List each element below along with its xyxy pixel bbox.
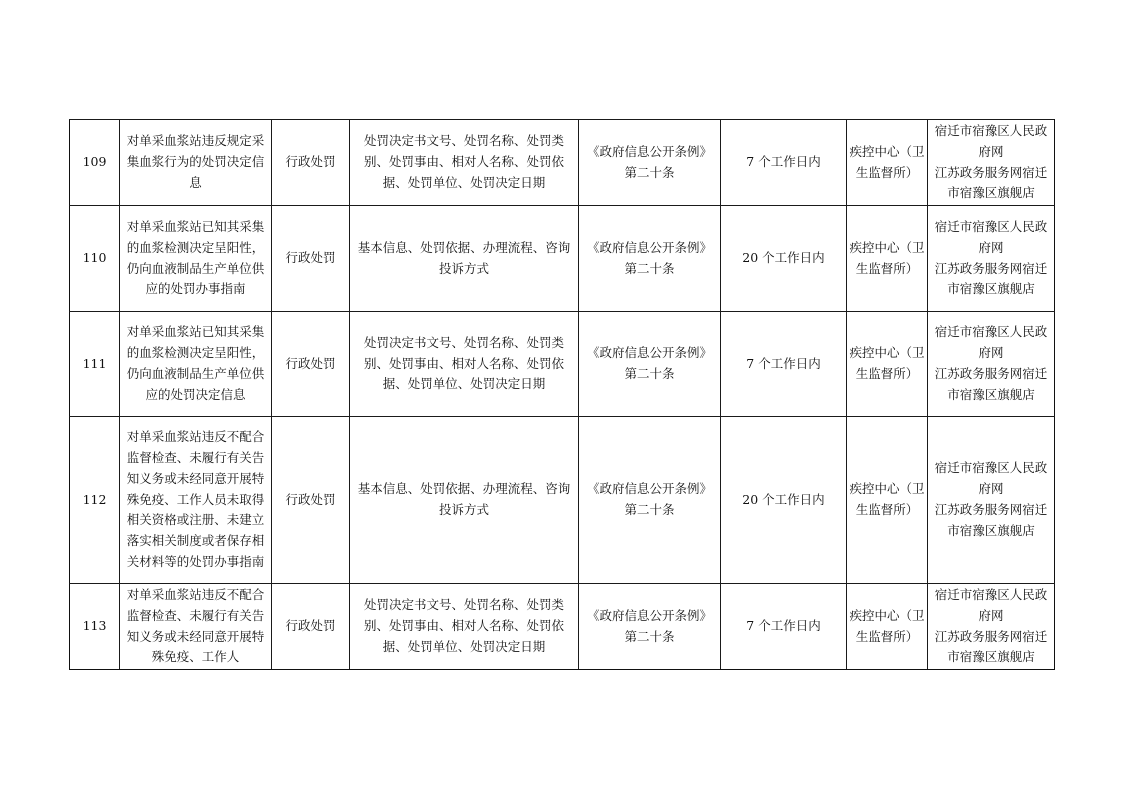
- channel-service-portal: 江苏政务服务网宿迁市宿豫区旗舰店: [934, 628, 1048, 665]
- table-row: [70, 206, 1055, 312]
- time-limit: 20 个工作日内: [721, 417, 847, 584]
- legal-basis: 《政府信息公开条例》第二十条: [579, 417, 721, 584]
- disclosure-channel: [928, 120, 1055, 206]
- channel-government-site: 宿迁市宿豫区人民政府网: [934, 122, 1048, 159]
- disclosure-channel: [928, 206, 1055, 312]
- disclosure-content: 基本信息、处罚依据、办理流程、咨询投诉方式: [350, 417, 579, 584]
- table-row: [70, 120, 1055, 206]
- channel-service-portal: 江苏政务服务网宿迁市宿豫区旗舰店: [934, 502, 1048, 538]
- row-number: 111: [70, 312, 120, 417]
- disclosure-channel: [928, 417, 1055, 584]
- row-number: 113: [70, 584, 120, 670]
- channel-service-portal: 江苏政务服务网宿迁市宿豫区旗舰店: [934, 260, 1048, 297]
- time-limit: 7 个工作日内: [721, 584, 847, 670]
- channel-service-portal: 江苏政务服务网宿迁市宿豫区旗舰店: [934, 164, 1048, 201]
- row-number: 112: [70, 417, 120, 584]
- disclosure-item: 对单采血浆站违反规定采集血浆行为的处罚决定信息: [120, 120, 272, 206]
- channel-service-portal: 江苏政务服务网宿迁市宿豫区旗舰店: [934, 366, 1048, 402]
- table-row: [70, 584, 1055, 670]
- responsible-department: 疾控中心（卫生监督所）: [847, 312, 928, 417]
- disclosure-category: 行政处罚: [272, 312, 350, 417]
- channel-government-site: 宿迁市宿豫区人民政府网: [934, 218, 1048, 255]
- disclosure-content: 处罚决定书文号、处罚名称、处罚类别、处罚事由、相对人名称、处罚依据、处罚单位、处罚决定日期: [350, 120, 579, 206]
- disclosure-channel: [928, 312, 1055, 417]
- disclosure-table: [69, 119, 1055, 670]
- time-limit: 7 个工作日内: [721, 120, 847, 206]
- channel-government-site: 宿迁市宿豫区人民政府网: [934, 460, 1048, 497]
- legal-basis: 《政府信息公开条例》第二十条: [579, 120, 721, 206]
- table-row: [70, 417, 1055, 584]
- disclosure-category: 行政处罚: [272, 584, 350, 670]
- disclosure-content: 处罚决定书文号、处罚名称、处罚类别、处罚事由、相对人名称、处罚依据、处罚单位、处罚决定日期: [350, 584, 579, 670]
- disclosure-content: 处罚决定书文号、处罚名称、处罚类别、处罚事由、相对人名称、处罚依据、处罚单位、处罚决定日期: [350, 312, 579, 417]
- disclosure-content: 基本信息、处罚依据、办理流程、咨询投诉方式: [350, 206, 579, 312]
- disclosure-channel: [928, 584, 1055, 670]
- channel-government-site: 宿迁市宿豫区人民政府网: [934, 324, 1048, 361]
- disclosure-item: 对单采血浆站已知其采集的血浆检测决定呈阳性，仍向血液制品生产单位供应的处罚办事指南: [120, 206, 272, 312]
- legal-basis: 《政府信息公开条例》第二十条: [579, 584, 721, 670]
- disclosure-category: 行政处罚: [272, 206, 350, 312]
- time-limit: 20 个工作日内: [721, 206, 847, 312]
- responsible-department: 疾控中心（卫生监督所）: [847, 120, 928, 206]
- channel-government-site: 宿迁市宿豫区人民政府网: [934, 586, 1048, 623]
- legal-basis: 《政府信息公开条例》第二十条: [579, 206, 721, 312]
- disclosure-item: 对单采血浆站违反不配合监督检查、未履行有关告知义务或未经同意开展特殊免疫、工作人: [120, 584, 272, 670]
- disclosure-category: 行政处罚: [272, 417, 350, 584]
- row-number: 110: [70, 206, 120, 312]
- disclosure-category: 行政处罚: [272, 120, 350, 206]
- responsible-department: 疾控中心（卫生监督所）: [847, 206, 928, 312]
- legal-basis: 《政府信息公开条例》第二十条: [579, 312, 721, 417]
- disclosure-item: 对单采血浆站已知其采集的血浆检测决定呈阳性，仍向血液制品生产单位供应的处罚决定信息: [120, 312, 272, 417]
- responsible-department: 疾控中心（卫生监督所）: [847, 417, 928, 584]
- disclosure-item: 对单采血浆站违反不配合监督检查、未履行有关告知义务或未经同意开展特殊免疫、工作人员未取得相关资格或注册、未建立落实相关制度或者保存相关材料等的处罚办事指南: [120, 417, 272, 584]
- row-number: 109: [70, 120, 120, 206]
- responsible-department: 疾控中心（卫生监督所）: [847, 584, 928, 670]
- time-limit: 7 个工作日内: [721, 312, 847, 417]
- document-page: [69, 119, 1054, 670]
- table-row: [70, 312, 1055, 417]
